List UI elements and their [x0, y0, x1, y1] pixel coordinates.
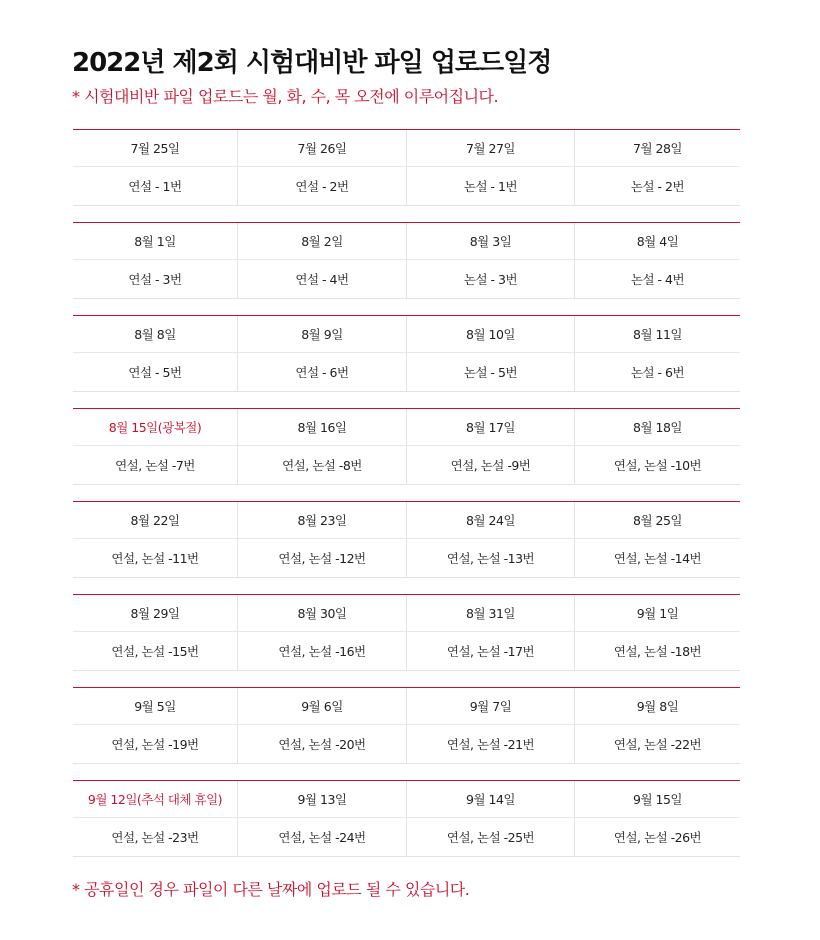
item-cell: 연설, 논설 -9번: [406, 446, 574, 484]
schedule-table: [73, 129, 740, 873]
date-cell: 9월 5일: [134, 698, 176, 714]
item-cell: 연설 - 5번: [128, 364, 182, 380]
date-cell: 7월 26일: [237, 130, 406, 166]
date-cell: 8월 22일: [130, 512, 180, 528]
date-cell: 8월 23일: [237, 502, 406, 538]
date-row: [73, 130, 740, 167]
date-cell: 8월 11일: [574, 316, 740, 352]
date-cell: 8월 24일: [406, 502, 574, 538]
item-cell: 연설 - 2번: [237, 167, 406, 205]
date-row: [73, 688, 740, 725]
holiday-date-cell: 9월 12일(추석 대체 휴일): [87, 791, 223, 807]
item-row: [73, 446, 740, 484]
date-row: [73, 502, 740, 539]
item-cell: 연설, 논설 -23번: [111, 829, 199, 845]
item-cell: 논설 - 3번: [406, 260, 574, 298]
date-cell: 9월 14일: [406, 781, 574, 817]
date-cell: 8월 17일: [406, 409, 574, 445]
item-cell: 논설 - 5번: [406, 353, 574, 391]
item-cell: 연설 - 3번: [128, 271, 182, 287]
item-row: [73, 260, 740, 298]
item-cell: 논설 - 6번: [574, 353, 740, 391]
date-cell: 8월 1일: [134, 233, 176, 249]
date-cell: 7월 27일: [406, 130, 574, 166]
item-cell: 연설, 논설 -16번: [237, 632, 406, 670]
date-cell: 8월 10일: [406, 316, 574, 352]
date-cell: 9월 7일: [406, 688, 574, 724]
item-cell: 연설, 논설 -18번: [574, 632, 740, 670]
week-block: [73, 222, 740, 299]
item-row: [73, 167, 740, 205]
item-cell: 연설, 논설 -13번: [406, 539, 574, 577]
item-cell: 연설, 논설 -26번: [574, 818, 740, 856]
item-cell: 논설 - 4번: [574, 260, 740, 298]
date-cell: 8월 29일: [130, 605, 180, 621]
date-cell: 8월 30일: [237, 595, 406, 631]
item-cell: 연설, 논설 -17번: [406, 632, 574, 670]
item-row: [73, 353, 740, 391]
item-cell: 연설, 논설 -15번: [111, 643, 199, 659]
date-cell: 7월 25일: [130, 140, 180, 156]
week-block: [73, 780, 740, 857]
date-cell: 9월 8일: [574, 688, 740, 724]
item-cell: 연설, 논설 -19번: [111, 736, 199, 752]
date-cell: 9월 6일: [237, 688, 406, 724]
item-cell: 연설, 논설 -14번: [574, 539, 740, 577]
item-cell: 연설, 논설 -22번: [574, 725, 740, 763]
item-cell: 연설 - 6번: [237, 353, 406, 391]
item-cell: 연설, 논설 -11번: [111, 550, 199, 566]
date-cell: 9월 13일: [237, 781, 406, 817]
date-cell: 9월 15일: [574, 781, 740, 817]
date-cell: 7월 28일: [574, 130, 740, 166]
item-cell: 연설, 논설 -25번: [406, 818, 574, 856]
item-row: [73, 632, 740, 670]
item-cell: 연설, 논설 -20번: [237, 725, 406, 763]
item-row: [73, 539, 740, 577]
item-cell: 연설, 논설 -10번: [574, 446, 740, 484]
week-block: [73, 129, 740, 206]
item-cell: 논설 - 1번: [406, 167, 574, 205]
date-cell: 8월 2일: [237, 223, 406, 259]
date-cell: 8월 9일: [237, 316, 406, 352]
holiday-footnote: * 공휴일인 경우 파일이 다른 날짜에 업로드 될 수 있습니다.: [72, 880, 470, 899]
page-title: 2022년 제2회 시험대비반 파일 업로드일정: [72, 48, 552, 78]
date-cell: 8월 4일: [574, 223, 740, 259]
date-row: [73, 223, 740, 260]
date-row: [73, 409, 740, 446]
item-cell: 연설, 논설 -12번: [237, 539, 406, 577]
date-cell: 8월 8일: [134, 326, 176, 342]
holiday-date-cell: 8월 15일(광복절): [108, 419, 202, 435]
week-block: [73, 594, 740, 671]
item-cell: 연설 - 4번: [237, 260, 406, 298]
date-cell: 8월 3일: [406, 223, 574, 259]
item-row: [73, 818, 740, 856]
date-cell: 8월 18일: [574, 409, 740, 445]
date-cell: 9월 1일: [574, 595, 740, 631]
date-cell: 8월 25일: [574, 502, 740, 538]
item-cell: 논설 - 2번: [574, 167, 740, 205]
item-cell: 연설 - 1번: [128, 178, 182, 194]
date-cell: 8월 31일: [406, 595, 574, 631]
date-row: [73, 781, 740, 818]
week-block: [73, 687, 740, 764]
week-block: [73, 408, 740, 485]
date-row: [73, 316, 740, 353]
item-cell: 연설, 논설 -8번: [237, 446, 406, 484]
date-row: [73, 595, 740, 632]
item-cell: 연설, 논설 -24번: [237, 818, 406, 856]
item-cell: 연설, 논설 -21번: [406, 725, 574, 763]
week-block: [73, 315, 740, 392]
item-row: [73, 725, 740, 763]
date-cell: 8월 16일: [237, 409, 406, 445]
week-block: [73, 501, 740, 578]
item-cell: 연설, 논설 -7번: [115, 457, 195, 473]
upload-notice: * 시험대비반 파일 업로드는 월, 화, 수, 목 오전에 이루어집니다.: [72, 87, 499, 106]
